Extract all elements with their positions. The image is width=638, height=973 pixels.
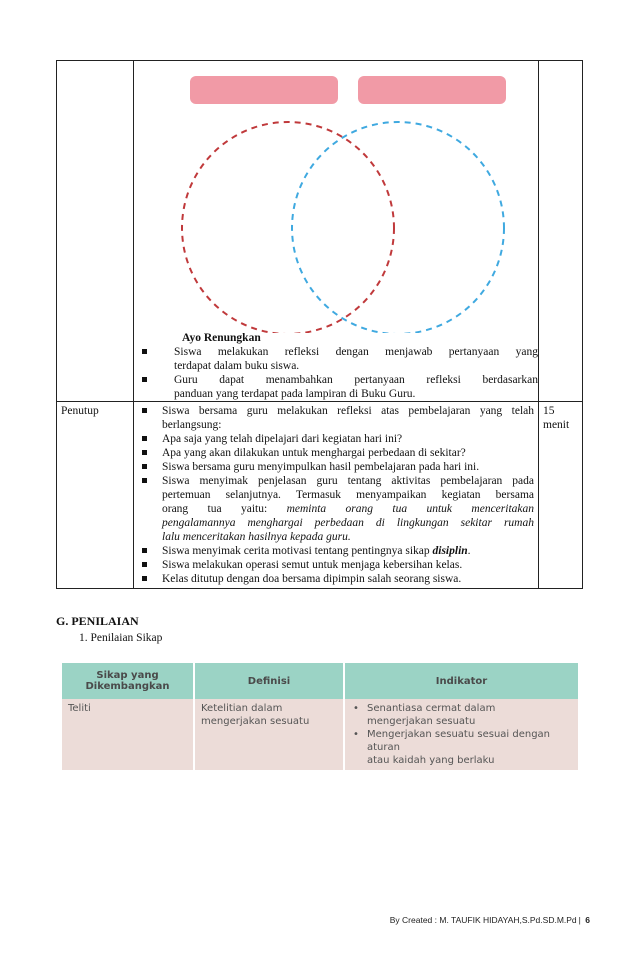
- bullet-icon: [142, 562, 147, 567]
- time-value: 15: [543, 405, 555, 417]
- table-header-row: [62, 663, 578, 699]
- closing-activity-list: [134, 404, 534, 586]
- cell-indikator: [344, 699, 578, 770]
- header-definisi: Definisi: [194, 663, 344, 699]
- bullet-icon: [142, 478, 147, 483]
- reflection-row: [57, 61, 583, 402]
- header-sikap: Sikap yang Dikembangkan: [62, 663, 194, 699]
- time-cell-empty: [539, 61, 583, 402]
- indicator-list: [351, 702, 572, 767]
- page-number: 6: [585, 915, 590, 925]
- list-item: Kelas ditutup dengan doa bersama dipimpin salah seorang siswa.: [134, 572, 534, 586]
- bullet-icon: [142, 436, 147, 441]
- section-heading-penilaian: G. PENILAIAN: [56, 614, 139, 628]
- reflection-list: [134, 345, 538, 401]
- penutup-row: [57, 402, 583, 589]
- bullet-icon: [142, 464, 147, 469]
- time-unit: menit: [543, 419, 570, 431]
- bullet-icon: [142, 450, 147, 455]
- activity-cell-reflection: [134, 61, 539, 402]
- list-item: Siswa bersama guru menyimpulkan hasil pembelajaran pada hari ini.: [134, 460, 534, 474]
- list-item: Siswa menyimak cerita motivasi tentang pentingnya sikap disiplin.: [134, 544, 534, 558]
- venn-diagram: [134, 61, 539, 333]
- list-item: Apa yang akan dilakukan untuk menghargai perbedaan di sekitar?: [134, 446, 534, 460]
- stage-cell-empty: [57, 61, 134, 402]
- list-item: • Mengerjakan sesuatu sesuai dengan aturan atau kaidah yang berlaku: [353, 729, 551, 766]
- bullet-icon: •: [353, 729, 359, 740]
- list-item: Siswa melakukan operasi semut untuk menjaga kebersihan kelas.: [134, 558, 534, 572]
- bullet-icon: [142, 349, 147, 354]
- page-footer: By Created : M. TAUFIK HIDAYAH,S.Pd.SD.M.Pd | 6: [389, 915, 590, 925]
- time-cell-penutup: [539, 402, 583, 589]
- list-item: Siswa menyimak penjelasan guru tentang aktivitas pembelajaran pada pertemuan selanjutnya. Termasuk menyampaikan kegiatan bersama orang tua yaitu: meminta orang tua untuk menceritakan pengalamannya menghargai perbedaan di lingkungan sekitar rumah lalu menceritakan hasilnya kepada guru.: [134, 474, 534, 544]
- header-indikator: Indikator: [344, 663, 578, 699]
- cell-definisi: Ketelitian dalam mengerjakan sesuatu: [194, 699, 344, 770]
- footer-credit: By Created : M. TAUFIK HIDAYAH,S.Pd.SD.M.Pd: [389, 915, 577, 925]
- list-item: Siswa melakukan refleksi dengan menjawab pertanyaan yang terdapat dalam buku siswa.: [134, 345, 538, 373]
- list-item: Apa saja yang telah dipelajari dari kegiatan hari ini?: [134, 432, 534, 446]
- table-row: [62, 699, 578, 770]
- venn-circle-left: [182, 122, 394, 333]
- venn-circle-right: [292, 122, 504, 333]
- stage-label-penutup: Penutup: [57, 402, 134, 589]
- bullet-icon: •: [353, 703, 359, 714]
- attitude-assessment-table: [62, 663, 578, 770]
- bullet-icon: [142, 377, 147, 382]
- cell-sikap: Teliti: [62, 699, 194, 770]
- subsection-penilaian-sikap: 1. Penilaian Sikap: [79, 632, 163, 644]
- reflection-title: Ayo Renungkan: [182, 332, 261, 344]
- list-item: • Senantiasa cermat dalam mengerjakan sesuatu: [353, 703, 496, 727]
- bullet-icon: [142, 548, 147, 553]
- bullet-icon: [142, 408, 147, 413]
- list-item: Guru dapat menambahkan pertanyaan refleksi berdasarkan panduan yang terdapat pada lampiran di Buku Guru.: [134, 373, 538, 401]
- list-item: Siswa bersama guru melakukan refleksi atas pembelajaran yang telah berlangsung:: [134, 404, 534, 432]
- activity-cell-penutup: [134, 402, 539, 589]
- venn-circles: [134, 61, 539, 333]
- bullet-icon: [142, 576, 147, 581]
- lesson-activity-table: [56, 60, 583, 589]
